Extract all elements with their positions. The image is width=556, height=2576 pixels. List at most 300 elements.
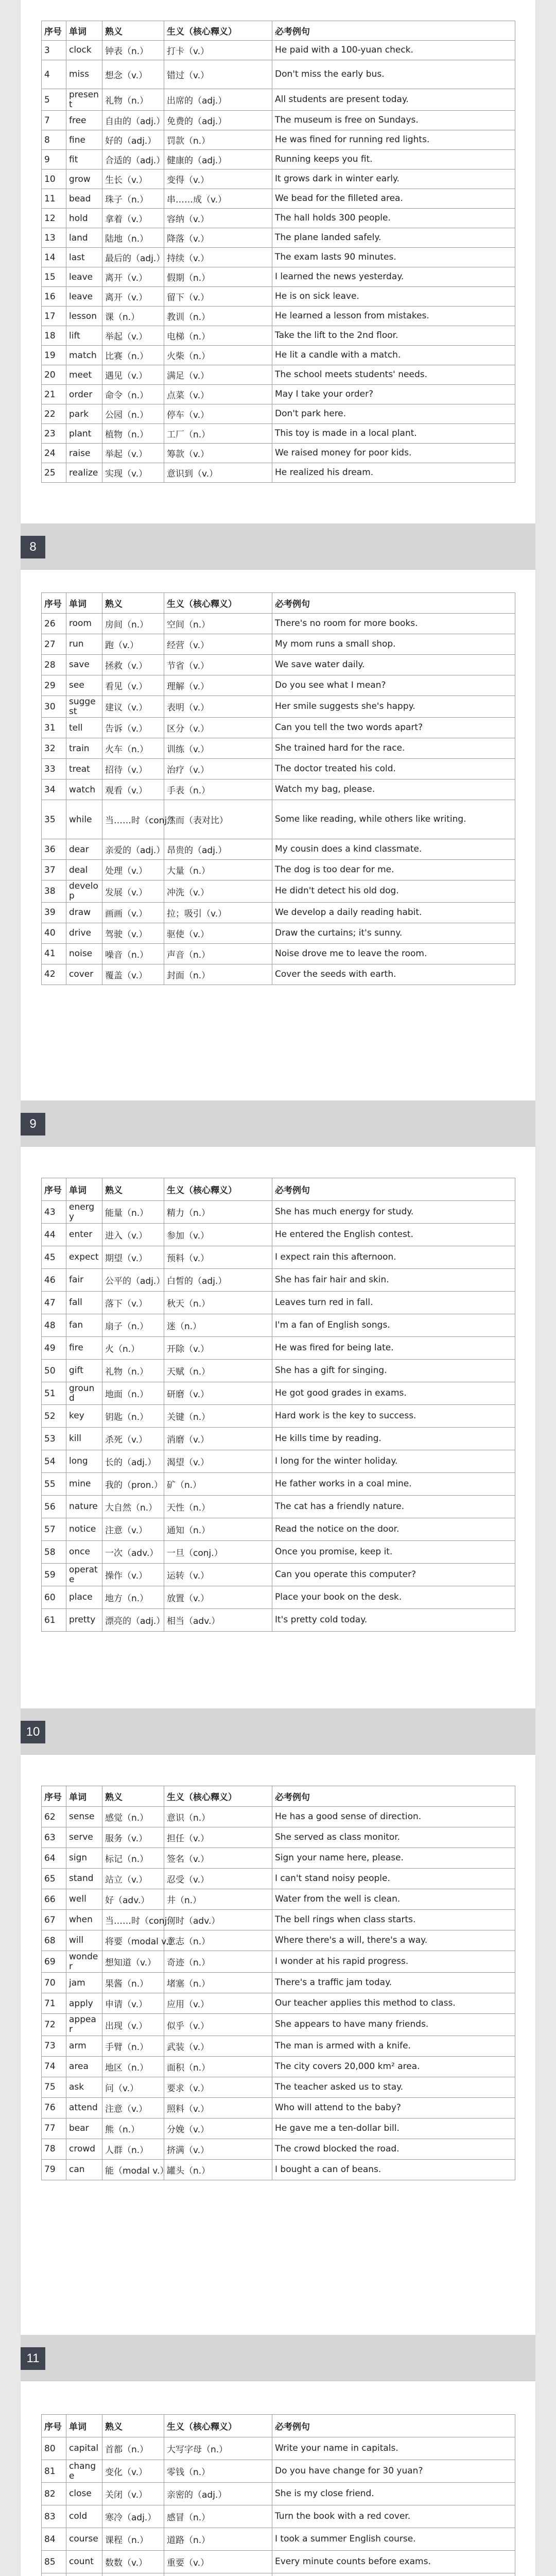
entry-word: energy	[66, 1201, 102, 1224]
entry-common-meaning: 观看（v.）	[102, 779, 164, 800]
entry-example: Noise drove me to leave the room.	[272, 943, 515, 964]
page-number-badge: 9	[21, 1113, 45, 1136]
entry-core-meaning: 串……成（v.）	[164, 189, 272, 209]
entry-number: 46	[42, 1269, 66, 1292]
entry-word: fine	[66, 130, 102, 150]
table-row	[42, 1807, 515, 1827]
entry-word: clock	[66, 41, 102, 60]
document-page	[21, 2381, 535, 2576]
table-row	[42, 209, 515, 228]
entry-common-meaning: 杀死（v.）	[102, 1428, 164, 1450]
entry-word: while	[66, 800, 102, 839]
entry-core-meaning: 理解（v.）	[164, 675, 272, 696]
entry-core-meaning: 亲密的（adj.）	[164, 2483, 272, 2505]
entry-core-meaning: 罚款（n.）	[164, 130, 272, 150]
table-row	[42, 267, 515, 287]
entry-common-meaning: 钟表（n.）	[102, 41, 164, 60]
entry-word: fall	[66, 1292, 102, 1314]
entry-core-meaning: 天性（n.）	[164, 1496, 272, 1518]
table-row	[42, 634, 515, 655]
table-row	[42, 880, 515, 902]
entry-common-meaning: 珠子（n.）	[102, 189, 164, 209]
table-row	[42, 326, 515, 346]
entry-common-meaning: 漂亮的（adj.）	[102, 1609, 164, 1632]
entry-number: 39	[42, 902, 66, 923]
entry-core-meaning: 封面（n.）	[164, 964, 272, 985]
entry-example: The man is armed with a knife.	[272, 2036, 515, 2056]
entry-common-meaning: 最后的（adj.）	[102, 248, 164, 267]
entry-common-meaning: 礼物（n.）	[102, 1360, 164, 1382]
entry-word: treat	[66, 759, 102, 779]
header-example: 必考例句	[272, 2415, 515, 2437]
entry-core-meaning: 武装（v.）	[164, 2036, 272, 2056]
table-row	[42, 2460, 515, 2483]
entry-example: Leaves turn red in fall.	[272, 1292, 515, 1314]
entry-common-meaning: 公平的（adj.）	[102, 1269, 164, 1292]
header-common-meaning: 熟义	[102, 21, 164, 41]
entry-core-meaning: 留下（v.）	[164, 287, 272, 307]
entry-word: dear	[66, 839, 102, 860]
entry-example: He entered the English contest.	[272, 1224, 515, 1246]
entry-number: 45	[42, 1246, 66, 1269]
entry-example: He realized his dream.	[272, 463, 515, 483]
header-core-meaning: 生义（核心釋义）	[164, 1178, 272, 1201]
entry-word: expect	[66, 1246, 102, 1269]
entry-word: match	[66, 346, 102, 365]
entry-common-meaning: 画画（v.）	[102, 902, 164, 923]
header-common-meaning: 熟义	[102, 1178, 164, 1201]
vocabulary-table	[41, 2414, 515, 2576]
entry-word: key	[66, 1405, 102, 1428]
entry-common-meaning: 噪音（n.）	[102, 943, 164, 964]
entry-core-meaning: 教训（n.）	[164, 307, 272, 326]
entry-common-meaning: 长的（adj.）	[102, 1450, 164, 1473]
entry-example: She has a gift for singing.	[272, 1360, 515, 1382]
entry-example: Can you tell the two words apart?	[272, 718, 515, 738]
entry-example: I learned the news yesterday.	[272, 267, 515, 287]
entry-number: 75	[42, 2077, 66, 2097]
entry-common-meaning: 拯救（v.）	[102, 655, 164, 675]
entry-number: 44	[42, 1224, 66, 1246]
entry-word: ground	[66, 1382, 102, 1405]
entry-word: train	[66, 738, 102, 759]
entry-word: land	[66, 228, 102, 248]
entry-number: 66	[42, 1889, 66, 1910]
entry-common-meaning: 房间（n.）	[102, 614, 164, 634]
header-core-meaning: 生义（核心釋义）	[164, 593, 272, 614]
table-row	[42, 307, 515, 326]
entry-common-meaning: 果酱（n.）	[102, 1973, 164, 1993]
entry-common-meaning: 寒冷（adj.）	[102, 2505, 164, 2528]
entry-common-meaning: 好的（adj.）	[102, 130, 164, 150]
entry-word: long	[66, 1450, 102, 1473]
entry-word: pretty	[66, 1609, 102, 1632]
header-word: 单词	[66, 593, 102, 614]
entry-core-meaning: 签名（v.）	[164, 1848, 272, 1869]
entry-core-meaning: 通知（n.）	[164, 1518, 272, 1541]
entry-common-meaning: 跑（v.）	[102, 634, 164, 655]
entry-word: count	[66, 2551, 102, 2573]
vocabulary-table	[41, 592, 515, 985]
table-row	[42, 759, 515, 779]
table-row	[42, 2505, 515, 2528]
entry-common-meaning: 我的（pron.）	[102, 1473, 164, 1496]
entry-common-meaning: 出现（v.）	[102, 2014, 164, 2036]
entry-number: 56	[42, 1496, 66, 1518]
table-row	[42, 463, 515, 483]
entry-word: when	[66, 1910, 102, 1930]
vocabulary-table	[41, 1178, 515, 1632]
entry-word: run	[66, 634, 102, 655]
entry-number: 29	[42, 675, 66, 696]
table-header-row	[42, 21, 515, 41]
entry-number: 52	[42, 1405, 66, 1428]
entry-common-meaning: 变化（v.）	[102, 2460, 164, 2483]
entry-example: Some like reading, while others like writing.	[272, 800, 515, 839]
entry-common-meaning: 火（n.）	[102, 1337, 164, 1360]
entry-word: bead	[66, 189, 102, 209]
table-row	[42, 60, 515, 89]
entry-number: 76	[42, 2097, 66, 2118]
page-separator	[21, 1708, 535, 1755]
entry-example: The doctor treated his cold.	[272, 759, 515, 779]
entry-word: suggest	[66, 696, 102, 718]
entry-word: see	[66, 675, 102, 696]
header-number: 序号	[42, 2415, 66, 2437]
table-row	[42, 2159, 515, 2180]
entry-word: leave	[66, 287, 102, 307]
entry-core-meaning: 担任（v.）	[164, 1827, 272, 1848]
entry-example: She has fair hair and skin.	[272, 1269, 515, 1292]
entry-core-meaning: 一旦（conj.）	[164, 1541, 272, 1564]
entry-word: ask	[66, 2077, 102, 2097]
entry-common-meaning: 站立（v.）	[102, 1869, 164, 1889]
entry-word: course	[66, 2528, 102, 2551]
entry-common-meaning: 能（modal v.）	[102, 2159, 164, 2180]
table-row	[42, 1889, 515, 1910]
entry-number: 72	[42, 2014, 66, 2036]
entry-number: 21	[42, 385, 66, 404]
table-row	[42, 1314, 515, 1337]
entry-common-meaning: 地方（n.）	[102, 1586, 164, 1609]
entry-number: 14	[42, 248, 66, 267]
table-row	[42, 1473, 515, 1496]
entry-example: Once you promise, keep it.	[272, 1541, 515, 1564]
entry-common-meaning: 想知道（v.）	[102, 1951, 164, 1973]
entry-word: kill	[66, 1428, 102, 1450]
entry-number: 71	[42, 1993, 66, 2014]
entry-core-meaning: 重要（v.）	[164, 2551, 272, 2573]
header-number: 序号	[42, 21, 66, 41]
entry-word: change	[66, 2460, 102, 2483]
entry-example: He is on sick leave.	[272, 287, 515, 307]
entry-core-meaning: 忍受（v.）	[164, 1869, 272, 1889]
table-row	[42, 860, 515, 880]
entry-number: 54	[42, 1450, 66, 1473]
entry-example: We bead for the filleted area.	[272, 189, 515, 209]
entry-word: gift	[66, 1360, 102, 1382]
entry-number: 31	[42, 718, 66, 738]
entry-word: noise	[66, 943, 102, 964]
header-number: 序号	[42, 593, 66, 614]
entry-number: 10	[42, 170, 66, 189]
entry-number: 78	[42, 2139, 66, 2159]
table-row	[42, 839, 515, 860]
entry-core-meaning: 出席的（adj.）	[164, 89, 272, 111]
entry-number: 9	[42, 150, 66, 170]
entry-common-meaning: 生长（v.）	[102, 170, 164, 189]
entry-example: My mom runs a small shop.	[272, 634, 515, 655]
entry-example: Watch my bag, please.	[272, 779, 515, 800]
entry-example: The plane landed safely.	[272, 228, 515, 248]
entry-example: Don't park here.	[272, 404, 515, 424]
entry-example: Cover the seeds with earth.	[272, 964, 515, 985]
table-row	[42, 1609, 515, 1632]
entry-core-meaning: 大写字母（n.）	[164, 2437, 272, 2460]
entry-example: There's no room for more books.	[272, 614, 515, 634]
entry-common-meaning: 离开（v.）	[102, 287, 164, 307]
entry-word	[66, 2573, 102, 2576]
entry-word: meet	[66, 365, 102, 385]
entry-core-meaning: 电梯（n.）	[164, 326, 272, 346]
page-number-badge: 11	[21, 2347, 45, 2370]
entry-core-meaning: 堵塞（n.）	[164, 1973, 272, 1993]
table-row	[42, 1246, 515, 1269]
entry-common-meaning: 落下（v.）	[102, 1292, 164, 1314]
entry-common-meaning: 标记（n.）	[102, 1848, 164, 1869]
entry-core-meaning: 渴望（v.）	[164, 1450, 272, 1473]
entry-word: miss	[66, 60, 102, 89]
table-row	[42, 655, 515, 675]
entry-word: fire	[66, 1337, 102, 1360]
entry-core-meaning: 消磨（v.）	[164, 1428, 272, 1450]
table-row	[42, 2056, 515, 2077]
entry-example: Who will attend to the baby?	[272, 2097, 515, 2118]
entry-core-meaning	[164, 2573, 272, 2576]
table-row	[42, 404, 515, 424]
entry-word: close	[66, 2483, 102, 2505]
table-row	[42, 696, 515, 718]
entry-number: 79	[42, 2159, 66, 2180]
table-row	[42, 1382, 515, 1405]
table-row	[42, 1827, 515, 1848]
entry-number: 77	[42, 2118, 66, 2139]
entry-core-meaning: 点菜（v.）	[164, 385, 272, 404]
entry-core-meaning: 区分（v.）	[164, 718, 272, 738]
entry-number: 19	[42, 346, 66, 365]
entry-example: Do you have change for 30 yuan?	[272, 2460, 515, 2483]
entry-number: 61	[42, 1609, 66, 1632]
entry-core-meaning: 分娩（v.）	[164, 2118, 272, 2139]
table-row	[42, 346, 515, 365]
entry-common-meaning: 招待（v.）	[102, 759, 164, 779]
entry-example: Turn the book with a red cover.	[272, 2505, 515, 2528]
entry-number: 62	[42, 1807, 66, 1827]
entry-core-meaning: 要求（v.）	[164, 2077, 272, 2097]
entry-word: bear	[66, 2118, 102, 2139]
entry-core-meaning: 经营（v.）	[164, 634, 272, 655]
entry-word: raise	[66, 444, 102, 463]
entry-word: save	[66, 655, 102, 675]
entry-word: notice	[66, 1518, 102, 1541]
entry-number: 81	[42, 2460, 66, 2483]
table-row	[42, 923, 515, 943]
entry-common-meaning: 植物（n.）	[102, 424, 164, 444]
entry-number: 36	[42, 839, 66, 860]
entry-number: 41	[42, 943, 66, 964]
entry-example: Where there's a will, there's a way.	[272, 1930, 515, 1951]
table-row	[42, 675, 515, 696]
entry-common-meaning: 进入（v.）	[102, 1224, 164, 1246]
entry-example: Her smile suggests she's happy.	[272, 696, 515, 718]
entry-common-meaning: 比赛（n.）	[102, 346, 164, 365]
entry-number: 7	[42, 111, 66, 130]
entry-core-meaning: 驱使（v.）	[164, 923, 272, 943]
entry-example: We develop a daily reading habit.	[272, 902, 515, 923]
entry-core-meaning: 秋天（n.）	[164, 1292, 272, 1314]
entry-common-meaning: 礼物（n.）	[102, 89, 164, 111]
entry-common-meaning: 课（n.）	[102, 307, 164, 326]
page-separator	[21, 1100, 535, 1147]
header-word: 单词	[66, 21, 102, 41]
entry-number: 69	[42, 1951, 66, 1973]
entry-common-meaning: 注意（v.）	[102, 1518, 164, 1541]
entry-example: Don't miss the early bus.	[272, 60, 515, 89]
entry-number: 17	[42, 307, 66, 326]
entry-core-meaning: 道路（n.）	[164, 2528, 272, 2551]
table-row	[42, 170, 515, 189]
entry-core-meaning: 意志（n.）	[164, 1930, 272, 1951]
entry-number: 48	[42, 1314, 66, 1337]
entry-common-meaning: 服务（v.）	[102, 1827, 164, 1848]
entry-word: park	[66, 404, 102, 424]
table-row	[42, 738, 515, 759]
entry-common-meaning: 看见（v.）	[102, 675, 164, 696]
entry-example: She has much energy for study.	[272, 1201, 515, 1224]
header-word: 单词	[66, 2415, 102, 2437]
table-row	[42, 287, 515, 307]
entry-core-meaning: 意识（n.）	[164, 1807, 272, 1827]
entry-core-meaning: 错过（v.）	[164, 60, 272, 89]
table-row	[42, 902, 515, 923]
table-row	[42, 943, 515, 964]
entry-common-meaning: 课程（n.）	[102, 2528, 164, 2551]
entry-number: 58	[42, 1541, 66, 1564]
entry-word: fan	[66, 1314, 102, 1337]
entry-core-meaning: 空间（n.）	[164, 614, 272, 634]
entry-core-meaning: 开除（v.）	[164, 1337, 272, 1360]
table-row	[42, 2483, 515, 2505]
entry-example: He got good grades in exams.	[272, 1382, 515, 1405]
document-page	[21, 1755, 535, 2335]
header-example: 必考例句	[272, 1178, 515, 1201]
table-row	[42, 1496, 515, 1518]
entry-word: last	[66, 248, 102, 267]
table-row	[42, 2097, 515, 2118]
entry-common-meaning: 举起（v.）	[102, 444, 164, 463]
header-number: 序号	[42, 1178, 66, 1201]
entry-number: 57	[42, 1518, 66, 1541]
entry-word: lesson	[66, 307, 102, 326]
table-row	[42, 228, 515, 248]
entry-core-meaning: 停车（v.）	[164, 404, 272, 424]
entry-common-meaning: 首都（n.）	[102, 2437, 164, 2460]
entry-common-meaning: 当……时（conj.）	[102, 1910, 164, 1930]
entry-core-meaning: 预料（v.）	[164, 1246, 272, 1269]
entry-word: fit	[66, 150, 102, 170]
entry-number: 4	[42, 60, 66, 89]
entry-common-meaning: 扇子（n.）	[102, 1314, 164, 1337]
header-example: 必考例句	[272, 1786, 515, 1807]
entry-example: The bell rings when class starts.	[272, 1910, 515, 1930]
entry-word: sense	[66, 1807, 102, 1827]
entry-core-meaning: 精力（n.）	[164, 1201, 272, 1224]
entry-number: 16	[42, 287, 66, 307]
entry-core-meaning: 变得（v.）	[164, 170, 272, 189]
entry-example: My cousin does a kind classmate.	[272, 839, 515, 860]
entry-example: The crowd blocked the road.	[272, 2139, 515, 2159]
entry-number: 32	[42, 738, 66, 759]
entry-word: grow	[66, 170, 102, 189]
entry-word: will	[66, 1930, 102, 1951]
entry-number: 82	[42, 2483, 66, 2505]
entry-example: She trained hard for the race.	[272, 738, 515, 759]
entry-common-meaning: 人群（n.）	[102, 2139, 164, 2159]
entry-common-meaning: 陆地（n.）	[102, 228, 164, 248]
entry-example: Take the lift to the 2nd floor.	[272, 326, 515, 346]
entry-number: 59	[42, 1564, 66, 1586]
table-row	[42, 111, 515, 130]
entry-number	[42, 2573, 66, 2576]
page-number-badge: 10	[21, 1721, 45, 1743]
entry-example: We raised money for poor kids.	[272, 444, 515, 463]
entry-number: 23	[42, 424, 66, 444]
entry-example: I bought a can of beans.	[272, 2159, 515, 2180]
entry-core-meaning: 似乎（v.）	[164, 2014, 272, 2036]
entry-core-meaning: 持续（v.）	[164, 248, 272, 267]
header-number: 序号	[42, 1786, 66, 1807]
entry-word: free	[66, 111, 102, 130]
entry-word: room	[66, 614, 102, 634]
header-example: 必考例句	[272, 21, 515, 41]
entry-example: I wonder at his rapid progress.	[272, 1951, 515, 1973]
entry-number: 37	[42, 860, 66, 880]
header-word: 单词	[66, 1786, 102, 1807]
entry-core-meaning: 罐头（n.）	[164, 2159, 272, 2180]
entry-common-meaning: 发展（v.）	[102, 880, 164, 902]
entry-common-meaning: 火车（n.）	[102, 738, 164, 759]
entry-word: plant	[66, 424, 102, 444]
table-row	[42, 1201, 515, 1224]
entry-common-meaning: 申请（v.）	[102, 1993, 164, 2014]
entry-example: Can you operate this computer?	[272, 1564, 515, 1586]
entry-core-meaning: 何时（adv.）	[164, 1910, 272, 1930]
entry-word: order	[66, 385, 102, 404]
entry-word: capital	[66, 2437, 102, 2460]
entry-core-meaning: 节省（v.）	[164, 655, 272, 675]
entry-number: 24	[42, 444, 66, 463]
entry-core-meaning: 白皙的（adj.）	[164, 1269, 272, 1292]
entry-common-meaning: 命令（n.）	[102, 385, 164, 404]
table-row	[42, 2437, 515, 2460]
entry-core-meaning: 火柴（n.）	[164, 346, 272, 365]
entry-example: He lit a candle with a match.	[272, 346, 515, 365]
entry-number: 83	[42, 2505, 66, 2528]
entry-core-meaning: 冲洗（v.）	[164, 880, 272, 902]
entry-word: develop	[66, 880, 102, 902]
table-row	[42, 150, 515, 170]
entry-core-meaning: 应用（v.）	[164, 1993, 272, 2014]
